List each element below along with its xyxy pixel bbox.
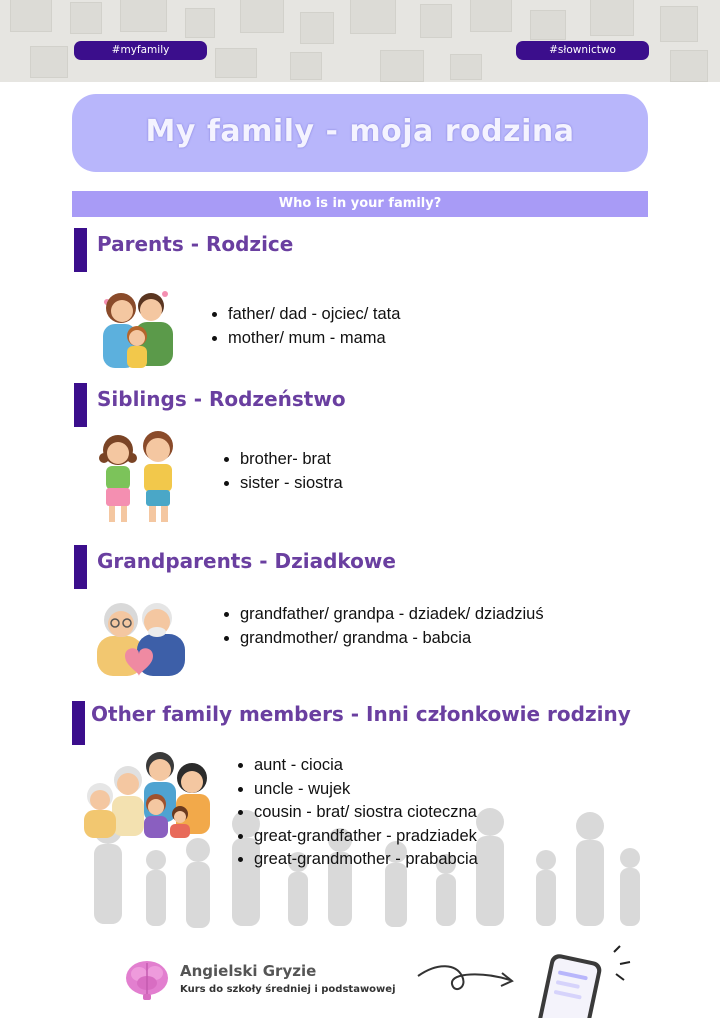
section-marker-parents	[74, 228, 87, 272]
list-item: • brother- brat	[240, 448, 343, 472]
section-heading-siblings: Siblings - Rodzeństwo	[97, 387, 346, 411]
page-title: My family - moja rodzina	[145, 114, 575, 149]
list-item: • uncle - wujek	[254, 778, 478, 802]
question-bar: Who is in your family?	[72, 191, 648, 217]
extended-family-illustration	[80, 748, 216, 840]
section-marker-other	[72, 701, 85, 745]
list-item: • sister - siostra	[240, 472, 343, 496]
parents-hug-illustration	[97, 280, 177, 372]
section-heading-parents: Parents - Rodzice	[97, 232, 294, 256]
list-item: • mother/ mum - mama	[228, 327, 400, 351]
phone-icon	[524, 944, 634, 1018]
list-item: • grandmother/ grandma - babcia	[240, 627, 544, 651]
list-item: • grandfather/ grandpa - dziadek/ dziadziuś	[240, 603, 544, 627]
section-heading-grandparents: Grandparents - Dziadkowe	[97, 549, 396, 573]
footer-subtitle: Kurs do szkoły średniej i podstawowej	[180, 984, 396, 995]
footer-brand: Angielski Gryzie	[180, 962, 317, 980]
vocab-list-siblings	[218, 448, 343, 495]
tag-myfamily: #myfamily	[74, 41, 207, 60]
arrow-icon	[414, 958, 518, 998]
list-item: • father/ dad - ojciec/ tata	[228, 303, 400, 327]
section-heading-other: Other family members - Inni członkowie rodziny	[91, 702, 631, 726]
siblings-illustration	[96, 428, 182, 528]
list-item: • great-grandfather - pradziadek	[254, 825, 478, 849]
title-box	[72, 94, 648, 172]
list-item: • aunt - ciocia	[254, 754, 478, 778]
tag-slownictwo: #słownictwo	[516, 41, 649, 60]
vocab-list-grandparents	[218, 603, 544, 650]
brain-logo-icon	[124, 958, 170, 1002]
grandparents-illustration	[95, 596, 187, 678]
section-marker-grandparents	[74, 545, 87, 589]
vocab-list-parents	[206, 303, 400, 350]
vocab-list-other	[232, 754, 478, 872]
section-marker-siblings	[74, 383, 87, 427]
list-item: • cousin - brat/ siostra cioteczna	[254, 801, 478, 825]
list-item: • great-grandmother - prababcia	[254, 848, 478, 872]
